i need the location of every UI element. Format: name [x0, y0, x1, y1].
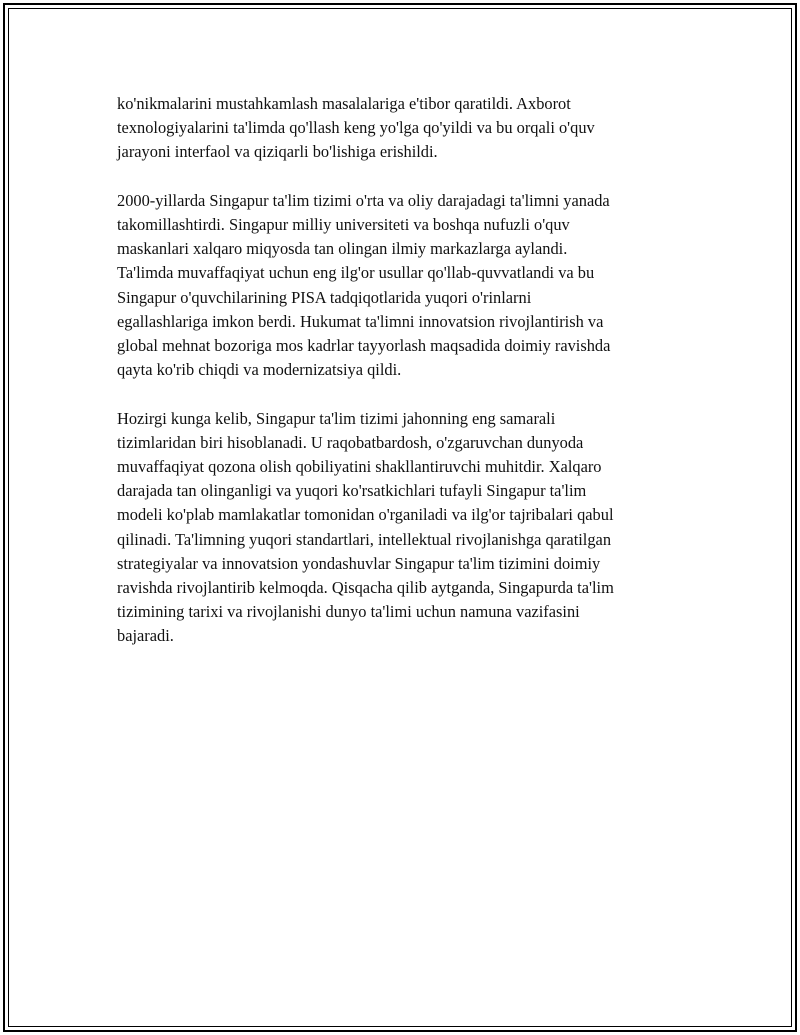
text-line: Hozirgi kunga kelib, Singapur ta'lim tizimi jahonning eng samarali	[117, 408, 556, 428]
text-line: darajada tan olinganligi va yuqori ko'rsatkichlari tufayli Singapur ta'lim	[117, 481, 587, 501]
text-line: texnologiyalarini ta'limda qo'llash keng yo'lga qo'yildi va bu orqali o'quv	[117, 118, 595, 138]
text-line: global mehnat bozoriga mos kadrlar tayyorlash maqsadida doimiy ravishda	[117, 336, 611, 356]
paragraph-3	[117, 407, 683, 649]
text-line: tizimining tarixi va rivojlanishi dunyo ta'limi uchun namuna vazifasini	[117, 602, 580, 622]
text-line: jarayoni interfaol va qiziqarli bo'lishiga erishildi.	[117, 142, 438, 162]
text-line: bajaradi.	[117, 626, 174, 646]
text-line: egallashlariga imkon berdi. Hukumat ta'limni innovatsion rivojlantirish va	[117, 311, 604, 331]
paragraph-1	[117, 92, 683, 165]
text-line: qilinadi. Ta'limning yuqori standartlari, intellektual rivojlanishga qaratilgan	[117, 529, 612, 549]
document-body	[117, 92, 683, 673]
text-line: ko'nikmalarini mustahkamlash masalalariga e'tibor qaratildi. Axborot	[117, 94, 571, 113]
paragraph-2	[117, 189, 683, 383]
text-line: Ta'limda muvaffaqiyat uchun eng ilg'or usullar qo'llab-quvvatlandi va bu	[117, 263, 595, 283]
text-line: ravishda rivojlantirib kelmoqda. Qisqacha qilib aytganda, Singapurda ta'lim	[117, 578, 614, 598]
text-line: 2000-yillarda Singapur ta'lim tizimi o'rta va oliy darajadagi ta'limni yanada	[117, 190, 610, 210]
text-line: Singapur o'quvchilarining PISA tadqiqotlarida yuqori o'rinlarni	[117, 287, 532, 307]
text-line: strategiyalar va innovatsion yondashuvlar Singapur ta'lim tizimini doimiy	[117, 553, 601, 573]
text-line: qayta ko'rib chiqdi va modernizatsiya qildi.	[117, 360, 402, 380]
text-line: modeli ko'plab mamlakatlar tomonidan o'rganiladi va ilg'or tajribalari qabul	[117, 505, 614, 525]
text-line: tizimlaridan biri hisoblanadi. U raqobatbardosh, o'zgaruvchan dunyoda	[117, 432, 584, 452]
text-line: muvaffaqiyat qozona olish qobiliyatini shakllantiruvchi muhitdir. Xalqaro	[117, 457, 602, 477]
text-line: maskanlari xalqaro miqyosda tan olingan ilmiy markazlarga aylandi.	[117, 239, 568, 259]
text-line: takomillashtirdi. Singapur milliy universiteti va boshqa nufuzli o'quv	[117, 215, 570, 234]
